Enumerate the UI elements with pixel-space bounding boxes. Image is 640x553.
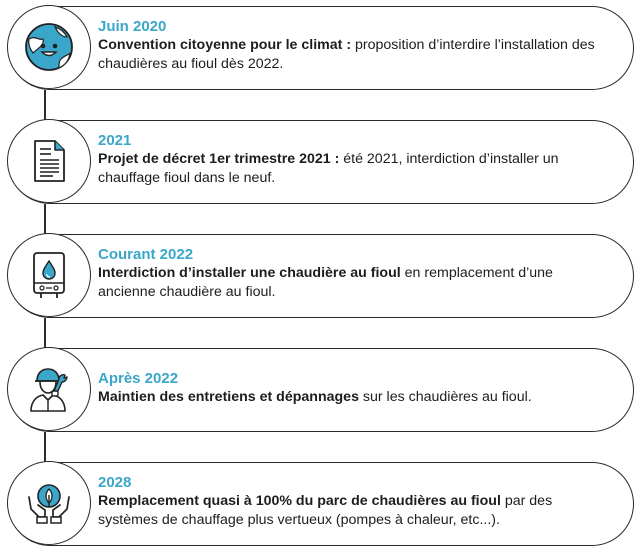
item-description-rest: par des systèmes de chauffage plus vertueux (pompes à chaleur, etc...). — [98, 493, 553, 528]
timeline-item-text — [98, 245, 613, 302]
item-description — [98, 388, 613, 407]
item-date: Juin 2020 — [98, 18, 167, 35]
item-description-rest: été 2021, interdiction d’installer un chauffage fioul dans le neuf. — [98, 151, 559, 186]
timeline-item — [8, 348, 634, 432]
item-description — [98, 150, 613, 188]
item-description — [98, 36, 613, 74]
item-description-rest: proposition d’interdire l’installation des chaudières au fioul dès 2022. — [98, 37, 595, 72]
timeline-item-text — [98, 131, 613, 188]
item-description-rest: sur les chaudières au fioul. — [358, 389, 532, 405]
item-description — [98, 492, 613, 530]
item-description-bold: Interdiction d’installer une chaudière au fioul — [98, 265, 401, 281]
item-date: Après 2022 — [98, 370, 179, 387]
item-date: 2028 — [98, 474, 132, 491]
item-date: 2021 — [98, 132, 132, 149]
timeline-item — [8, 6, 634, 90]
item-date: Courant 2022 — [98, 246, 194, 263]
timeline-item — [8, 120, 634, 204]
item-description-bold: Remplacement quasi à 100% du parc de chaudières au fioul — [98, 493, 501, 509]
item-description — [98, 264, 613, 302]
boiler-icon — [7, 233, 91, 317]
timeline-item-text — [98, 473, 613, 530]
item-description-bold: Convention citoyenne pour le climat : — [98, 37, 352, 53]
timeline-item — [8, 462, 634, 546]
timeline-item-text — [98, 369, 613, 407]
item-description-bold: Projet de décret 1er trimestre 2021 : — [98, 151, 340, 167]
hands-plant-icon — [7, 461, 91, 545]
item-description-bold: Maintien des entretiens et dépannages — [98, 389, 359, 405]
timeline-connector — [44, 318, 46, 350]
technician-wrench-icon — [7, 347, 91, 431]
timeline-connector — [44, 204, 46, 236]
item-description-rest: en remplacement d’une ancienne chaudière au fioul. — [98, 265, 553, 300]
timeline-item-text — [98, 17, 613, 74]
earth-smiley-icon — [7, 5, 91, 89]
timeline-connector — [44, 432, 46, 464]
timeline-connector — [44, 90, 46, 122]
document-icon — [7, 119, 91, 203]
timeline-item — [8, 234, 634, 318]
